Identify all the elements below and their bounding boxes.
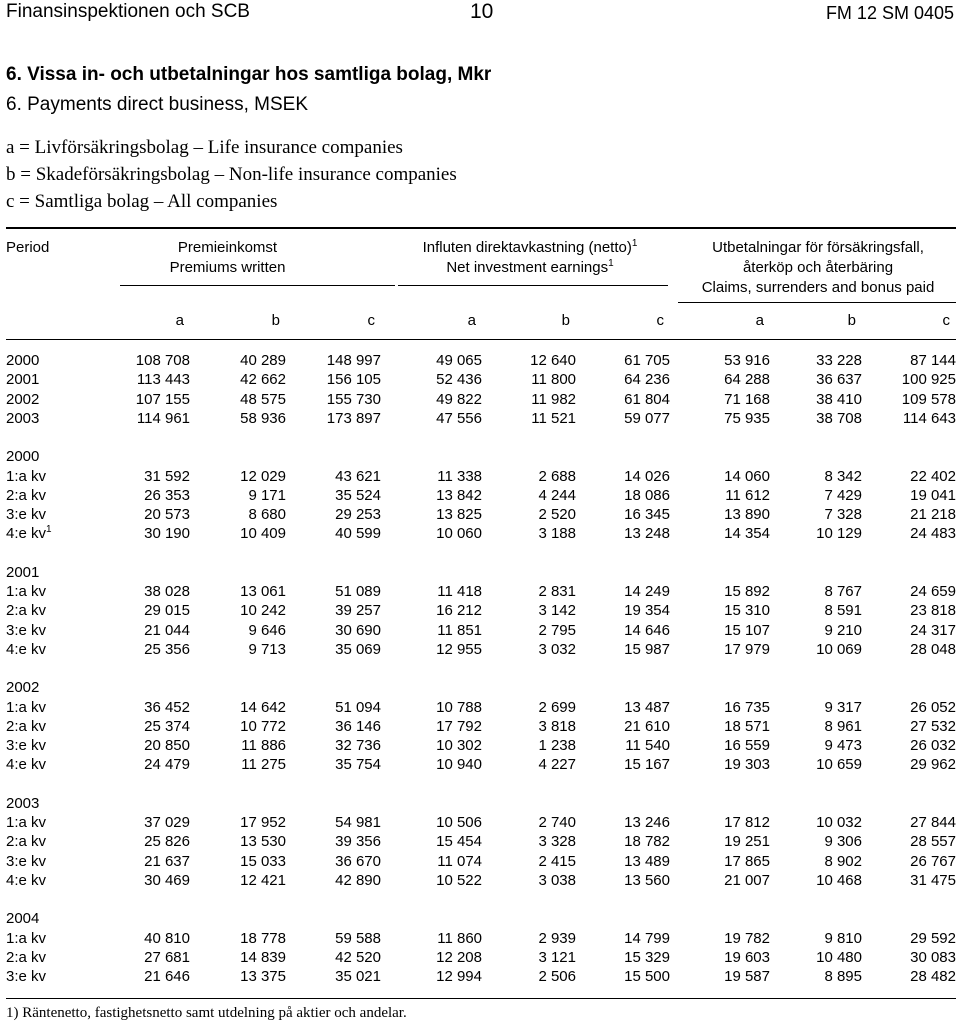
table-cell: 15 892: [724, 583, 770, 600]
table-cell: 18 782: [624, 833, 670, 851]
table-cell: 38 028: [144, 583, 190, 600]
table-cell: 11 982: [531, 390, 576, 408]
row-label: 2:a kv: [6, 948, 47, 966]
table-cell: 19 782: [724, 929, 770, 947]
row-label: 2:a kv: [6, 717, 47, 735]
table-cell: 10 788: [436, 698, 482, 716]
table-cell: 11 851: [437, 621, 482, 639]
table-cell: 53 916: [724, 352, 770, 369]
table-cell: 2 506: [538, 968, 576, 986]
table-cell: 7 429: [824, 486, 862, 504]
table-cell: 18 778: [240, 929, 286, 947]
table-cell: 42 520: [335, 948, 381, 966]
period-heading: Period: [6, 239, 50, 256]
year-heading: 2003: [6, 794, 40, 812]
table-cell: 10 480: [816, 948, 862, 966]
table-cell: 16 345: [624, 506, 670, 524]
table-cell: 40 599: [335, 525, 381, 543]
table-cell: 9 171: [248, 486, 286, 504]
table-cell: 17 812: [724, 814, 770, 831]
table-cell: 87 144: [910, 352, 956, 369]
payments-heading-en: Claims, surrenders and bonus paid: [701, 279, 935, 296]
table-cell: 26 353: [144, 486, 190, 504]
premiums-heading-en: Premiums written: [169, 259, 286, 276]
table-cell: 155 730: [326, 390, 381, 408]
table-cell: 9 317: [824, 698, 862, 716]
table-cell: 11 540: [625, 737, 670, 755]
table-cell: 26 052: [910, 698, 956, 716]
table-cell: 17 865: [724, 852, 770, 870]
table-cell: 38 410: [816, 390, 862, 408]
row-label: 2003: [6, 409, 40, 427]
sub-heading-c: c: [942, 312, 950, 329]
table-cell: 8 342: [824, 467, 862, 485]
page-number: 10: [470, 0, 494, 23]
table-cell: 10 060: [436, 525, 482, 543]
year-heading: 2000: [6, 448, 40, 466]
table-cell: 30 190: [144, 525, 190, 543]
table-cell: 29 592: [910, 929, 956, 947]
table-cell: 36 670: [335, 852, 381, 870]
table-cell: 14 839: [240, 948, 286, 966]
table-title-en: 6. Payments direct business, MSEK: [6, 94, 309, 115]
table-cell: 13 246: [624, 814, 670, 831]
table-cell: 61 804: [624, 390, 670, 408]
table-cell: 11 800: [531, 371, 576, 389]
table-cell: 51 089: [335, 583, 381, 600]
table-cell: 15 033: [240, 852, 286, 870]
payments-heading-sv-1: Utbetalningar för försäkringsfall,: [712, 239, 924, 256]
table-cell: 13 825: [436, 506, 482, 524]
table-cell: 19 354: [624, 602, 670, 620]
table-cell: 49 065: [436, 352, 482, 369]
table-cell: 28 557: [910, 833, 956, 851]
row-label: 2001: [6, 371, 40, 389]
table-cell: 11 886: [241, 737, 286, 755]
row-label: 2:a kv: [6, 602, 47, 620]
row-label: 3:e kv: [6, 737, 47, 755]
table-cell: 10 069: [816, 640, 862, 658]
table-cell: 3 818: [538, 717, 576, 735]
table-cell: 30 083: [910, 948, 956, 966]
table-cell: 11 074: [437, 852, 482, 870]
table-cell: 11 418: [437, 583, 482, 600]
table-cell: 59 588: [335, 929, 381, 947]
table-cell: 24 479: [144, 756, 190, 774]
table-cell: 13 489: [624, 852, 670, 870]
row-label: 1:a kv: [6, 583, 47, 600]
investment-heading-sv: Influten direktavkastning (netto): [422, 239, 632, 256]
table-cell: 12 208: [436, 948, 482, 966]
table-cell: 4 227: [538, 756, 576, 774]
investment-footnote-marker: 1: [631, 238, 638, 249]
row-label: 1:a kv: [6, 814, 47, 831]
investment-heading-en: Net investment earnings: [446, 259, 609, 276]
table-cell: 9 713: [248, 640, 286, 658]
table-cell: 25 826: [144, 833, 190, 851]
table-cell: 10 409: [240, 525, 286, 543]
legend-b: b = Skadeförsäkringsbolag – Non-life insurance companies: [6, 164, 457, 185]
table-cell: 11 521: [531, 409, 576, 427]
table-cell: 100 925: [901, 371, 956, 389]
table-cell: 2 415: [538, 852, 576, 870]
table-cell: 7 328: [824, 506, 862, 524]
table-cell: 10 522: [436, 871, 482, 889]
row-label: 2002: [6, 390, 40, 408]
table-cell: 8 902: [824, 852, 862, 870]
table-cell: 14 249: [624, 583, 670, 600]
table-cell: 173 897: [326, 409, 381, 427]
table-cell: 114 643: [902, 409, 956, 427]
table-cell: 38 708: [816, 409, 862, 427]
table-cell: 39 257: [335, 602, 381, 620]
table-cell: 31 592: [144, 467, 190, 485]
table-cell: 13 530: [240, 833, 286, 851]
table-cell: 9 473: [824, 737, 862, 755]
table-cell: 27 681: [144, 948, 190, 966]
row-label: 4:e kv: [6, 640, 47, 658]
table-cell: 10 302: [436, 737, 482, 755]
table-cell: 13 842: [436, 486, 482, 504]
table-cell: 12 421: [240, 871, 286, 889]
table-cell: 71 168: [724, 390, 770, 408]
table-cell: 42 662: [240, 371, 286, 389]
table-cell: 2 699: [538, 698, 576, 716]
table-cell: 108 708: [135, 352, 190, 369]
table-cell: 52 436: [436, 371, 482, 389]
table-cell: 13 061: [240, 583, 286, 600]
table-cell: 13 375: [240, 968, 286, 986]
table-cell: 33 228: [816, 352, 862, 369]
table-cell: 10 659: [816, 756, 862, 774]
table-cell: 10 242: [240, 602, 286, 620]
table-cell: 35 021: [335, 968, 381, 986]
table-cell: 40 289: [240, 352, 286, 369]
table-cell: 20 850: [144, 737, 190, 755]
table-cell: 10 032: [816, 814, 862, 831]
table-cell: 8 961: [824, 717, 862, 735]
table-cell: 28 048: [910, 640, 956, 658]
table-cell: 28 482: [910, 968, 956, 986]
table-cell: 20 573: [144, 506, 190, 524]
table-cell: 13 248: [624, 525, 670, 543]
row-label: 4:e kv: [6, 871, 47, 889]
row-label: 2000: [6, 352, 40, 369]
table-cell: 47 556: [436, 409, 482, 427]
table-cell: 48 575: [240, 390, 286, 408]
sub-heading-b: b: [847, 312, 856, 329]
table-cell: 8 680: [248, 506, 286, 524]
table-cell: 1 238: [538, 737, 576, 755]
table-cell: 15 310: [724, 602, 770, 620]
table-cell: 25 356: [144, 640, 190, 658]
table-cell: 23 818: [910, 602, 956, 620]
table-cell: 49 822: [436, 390, 482, 408]
table-cell: 15 500: [624, 968, 670, 986]
table-cell: 64 236: [624, 371, 670, 389]
table-cell: 40 810: [144, 929, 190, 947]
table-cell: 107 155: [135, 390, 190, 408]
row-label: 3:e kv: [6, 506, 47, 524]
table-cell: 3 121: [538, 948, 576, 966]
row-label: 1:a kv: [6, 467, 47, 485]
payments-underline: [678, 302, 956, 303]
premiums-heading: [150, 238, 305, 278]
table-cell: 51 094: [335, 698, 381, 716]
table-cell: 18 571: [724, 717, 770, 735]
table-cell: 24 483: [910, 525, 956, 543]
publisher: Finansinspektionen och SCB: [6, 1, 250, 22]
table-cell: 10 129: [816, 525, 862, 543]
table-cell: 19 303: [724, 756, 770, 774]
table-cell: 18 086: [624, 486, 670, 504]
table-cell: 37 029: [144, 814, 190, 831]
table-cell: 43 621: [335, 467, 381, 485]
table-cell: 16 559: [724, 737, 770, 755]
table-cell: 2 520: [538, 506, 576, 524]
table-cell: 21 646: [144, 968, 190, 986]
table-cell: 27 844: [910, 814, 956, 831]
table-cell: 14 642: [240, 698, 286, 716]
table-cell: 10 506: [436, 814, 482, 831]
payments-heading-sv-2: återköp och återbäring: [742, 259, 894, 276]
table-cell: 2 831: [538, 583, 576, 600]
year-heading: 2002: [6, 679, 40, 697]
sub-heading-a: a: [755, 312, 764, 329]
table-cell: 16 212: [436, 602, 482, 620]
sub-heading-a: a: [175, 312, 184, 329]
table-cell: 30 469: [144, 871, 190, 889]
table-cell: 58 936: [240, 409, 286, 427]
sub-heading-b: b: [561, 312, 570, 329]
table-cell: 14 354: [724, 525, 770, 543]
table-cell: 29 253: [335, 506, 381, 524]
table-cell: 32 736: [335, 737, 381, 755]
table-cell: 36 146: [335, 717, 381, 735]
sub-heading-c: c: [367, 312, 375, 329]
table-cell: 14 060: [724, 467, 770, 485]
row-label: 4:e $kv^1$: [6, 524, 52, 543]
table-cell: 19 041: [910, 486, 956, 504]
table-cell: 42 890: [335, 871, 381, 889]
sub-heading-c: c: [656, 312, 664, 329]
table-cell: 15 107: [724, 621, 770, 639]
table-cell: 35 524: [335, 486, 381, 504]
table-bottom-rule: [6, 998, 956, 999]
investment-footnote-marker-en: 1: [608, 258, 614, 269]
table-cell: 15 454: [436, 833, 482, 851]
table-cell: 21 637: [144, 852, 190, 870]
row-label: 1:a kv: [6, 929, 47, 947]
table-cell: 61 705: [624, 352, 670, 369]
table-cell: 36 637: [816, 371, 862, 389]
row-label: 3:e kv: [6, 621, 47, 639]
table-cell: 21 007: [724, 871, 770, 889]
table-cell: 13 487: [624, 698, 670, 716]
table-cell: 13 890: [724, 506, 770, 524]
table-cell: 16 735: [724, 698, 770, 716]
row-label: 4:e kv: [6, 756, 47, 774]
legend-a: a = Livförsäkringsbolag – Life insurance companies: [6, 137, 403, 158]
table-cell: 21 610: [624, 717, 670, 735]
table-title-sv: 6. Vissa in- och utbetalningar hos samtliga bolag, Mkr: [6, 64, 492, 85]
table-cell: 114 961: [136, 409, 190, 427]
row-label: 3:e kv: [6, 968, 47, 986]
table-cell: 19 251: [724, 833, 770, 851]
table-cell: 24 659: [910, 583, 956, 600]
sub-heading-a: a: [467, 312, 476, 329]
table-cell: 22 402: [910, 467, 956, 485]
table-cell: 3 142: [538, 602, 576, 620]
table-cell: 11 275: [241, 756, 286, 774]
header-bottom-rule: [6, 339, 956, 340]
table-cell: 10 772: [240, 717, 286, 735]
table-cell: 15 329: [624, 948, 670, 966]
table-cell: 17 952: [240, 814, 286, 831]
table-cell: 10 468: [816, 871, 862, 889]
row-label: 3:e kv: [6, 852, 47, 870]
table-cell: 30 690: [335, 621, 381, 639]
investment-heading: [395, 238, 665, 278]
table-cell: 3 032: [538, 640, 576, 658]
table-cell: 12 994: [436, 968, 482, 986]
table-cell: 25 374: [144, 717, 190, 735]
table-cell: 17 792: [436, 717, 482, 735]
table-cell: 36 452: [144, 698, 190, 716]
premiums-underline: [120, 285, 395, 286]
table-cell: 11 860: [437, 929, 482, 947]
table-cell: 39 356: [335, 833, 381, 851]
year-heading: 2004: [6, 910, 40, 928]
page-header: [0, 0, 960, 30]
table-cell: 35 069: [335, 640, 381, 658]
table-cell: 3 188: [538, 525, 576, 543]
table-cell: 2 939: [538, 929, 576, 947]
table-cell: 9 810: [824, 929, 862, 947]
table-cell: 75 935: [724, 409, 770, 427]
table-cell: 13 560: [624, 871, 670, 889]
table-cell: 29 015: [144, 602, 190, 620]
footnote: 1) Räntenetto, fastighetsnetto samt utdelning på aktier och andelar.: [6, 1005, 407, 1021]
table-cell: 17 979: [724, 640, 770, 658]
table-cell: 15 167: [624, 756, 670, 774]
table-cell: 148 997: [326, 352, 381, 369]
table-cell: 2 740: [538, 814, 576, 831]
table-cell: 2 688: [538, 467, 576, 485]
row-label: 2:a kv: [6, 833, 47, 851]
table-cell: 156 105: [326, 371, 381, 389]
table-cell: 29 962: [910, 756, 956, 774]
table-cell: 3 328: [538, 833, 576, 851]
row-footnote-marker: 1: [46, 524, 52, 536]
table-cell: 3 038: [538, 871, 576, 889]
premiums-heading-sv: Premieinkomst: [177, 239, 278, 256]
sub-heading-b: b: [271, 312, 280, 329]
row-label: 2:a kv: [6, 486, 47, 504]
table-cell: 24 317: [910, 621, 956, 639]
legend-c: c = Samtliga bolag – All companies: [6, 191, 278, 212]
table-cell: 9 646: [248, 621, 286, 639]
table-cell: 21 218: [910, 506, 956, 524]
table-cell: 12 640: [530, 352, 576, 369]
year-heading: 2001: [6, 563, 40, 581]
table-cell: 8 895: [824, 968, 862, 986]
table-cell: 113 443: [136, 371, 190, 389]
table-cell: 14 026: [624, 467, 670, 485]
table-cell: 64 288: [724, 371, 770, 389]
payments-heading: [678, 238, 958, 298]
table-cell: 21 044: [144, 621, 190, 639]
table-cell: 14 799: [624, 929, 670, 947]
table-cell: 35 754: [335, 756, 381, 774]
row-label: 1:a kv: [6, 698, 47, 716]
table-cell: 10 940: [436, 756, 482, 774]
table-cell: 19 603: [724, 948, 770, 966]
table-cell: 59 077: [624, 409, 670, 427]
table-cell: 26 032: [910, 737, 956, 755]
table-cell: 8 591: [824, 602, 862, 620]
table-cell: 109 578: [901, 390, 956, 408]
table-cell: 9 306: [824, 833, 862, 851]
table-top-rule: [6, 227, 956, 229]
table-cell: 14 646: [624, 621, 670, 639]
publication-id: FM 12 SM 0405: [825, 3, 954, 23]
table-cell: 31 475: [910, 871, 956, 889]
table-cell: 19 587: [724, 968, 770, 986]
table-cell: 12 955: [436, 640, 482, 658]
table-cell: 12 029: [240, 467, 286, 485]
table-cell: 2 795: [538, 621, 576, 639]
table-cell: 54 981: [335, 814, 381, 831]
table-cell: 27 532: [910, 717, 956, 735]
table-cell: 15 987: [624, 640, 670, 658]
table-cell: 9 210: [824, 621, 862, 639]
investment-underline: [398, 285, 668, 286]
table-cell: 11 612: [725, 486, 770, 504]
table-cell: 4 244: [538, 486, 576, 504]
table-cell: 11 338: [437, 467, 482, 485]
table-cell: 8 767: [824, 583, 862, 600]
table-cell: 26 767: [910, 852, 956, 870]
